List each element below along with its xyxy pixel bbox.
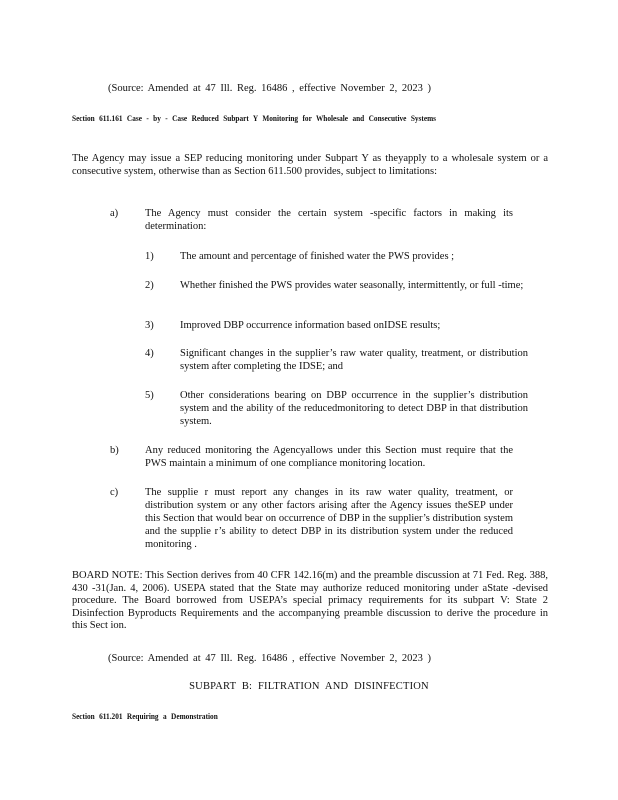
item-a-text: The Agency must consider the certain system -specific factors in making its determination: [145, 208, 513, 232]
intro-paragraph: The Agency may issue a SEP reducing monitoring under Subpart Y as theyapply to a wholesale system or a consecutive system, otherwise than as Section 611.500 provides, subject to limitations: [72, 153, 548, 177]
subpart-b-heading: SUBPART B: FILTRATION AND DISINFECTION [189, 681, 429, 692]
source-note-top: (Source: Amended at 47 Ill. Reg. 16486 , effective November 2, 2023 ) [108, 83, 431, 94]
subitem-4-text: Significant changes in the supplier’s raw water quality, treatment, or distribution system after completing the IDSE; and [180, 348, 528, 372]
section-611-161-heading: Section 611.161 Case - by - Case Reduced Subpart Y Monitoring for Wholesale and Consecutive Systems [72, 113, 437, 123]
item-c-marker: c) [110, 487, 119, 498]
source-note-bottom: (Source: Amended at 47 Ill. Reg. 16486 , effective November 2, 2023 ) [108, 653, 431, 664]
item-c-text: The supplie r must report any changes in its raw water quality, treatment, or distribution system or any other factors arising after the Agency issues theSEP under this Section that would bear on occurrence of DBP in the supplier’s distribution system and the supplie r’s ability to detect DBP in its distribution system under the reduced monitoring . [145, 487, 513, 550]
item-b-text: Any reduced monitoring the Agencyallows under this Section must require that the PWS maintain a minimum of one compliance monitoring location. [145, 445, 513, 469]
subitem-3-text: Improved DBP occurrence information based onIDSE results; [180, 320, 441, 331]
subitem-5-marker: 5) [145, 390, 154, 401]
subitem-3-marker: 3) [145, 320, 154, 331]
subitem-1-marker: 1) [145, 251, 154, 262]
subitem-2-marker: 2) [145, 280, 154, 291]
item-b-marker: b) [110, 445, 119, 456]
board-note: BOARD NOTE: This Section derives from 40 CFR 142.16(m) and the preamble discussion at 71 Fed. Reg. 388, 430 -31(Jan. 4, 2006). USEPA stated that the State may authorize reduced monitoring under aState -devised procedure. The Board borrowed from USEPA’s special primacy requirements for its subpart V: State 2 Disinfection Byproducts Requirements and the accompanying preamble discussion to derive the procedure in this Sect ion. [72, 570, 548, 631]
item-a-marker: a) [110, 208, 119, 219]
subitem-5-text: Other considerations bearing on DBP occurrence in the supplier’s distribution system and the ability of the reducedmonitoring to detect DBP in that distribution system. [180, 390, 528, 427]
subitem-1-text: The amount and percentage of finished water the PWS provides ; [180, 251, 455, 262]
subitem-4-marker: 4) [145, 348, 154, 359]
section-611-201-heading: Section 611.201 Requiring a Demonstration [72, 711, 218, 721]
subitem-2-text: Whether finished the PWS provides water seasonally, intermittently, or full -time; [180, 280, 524, 291]
